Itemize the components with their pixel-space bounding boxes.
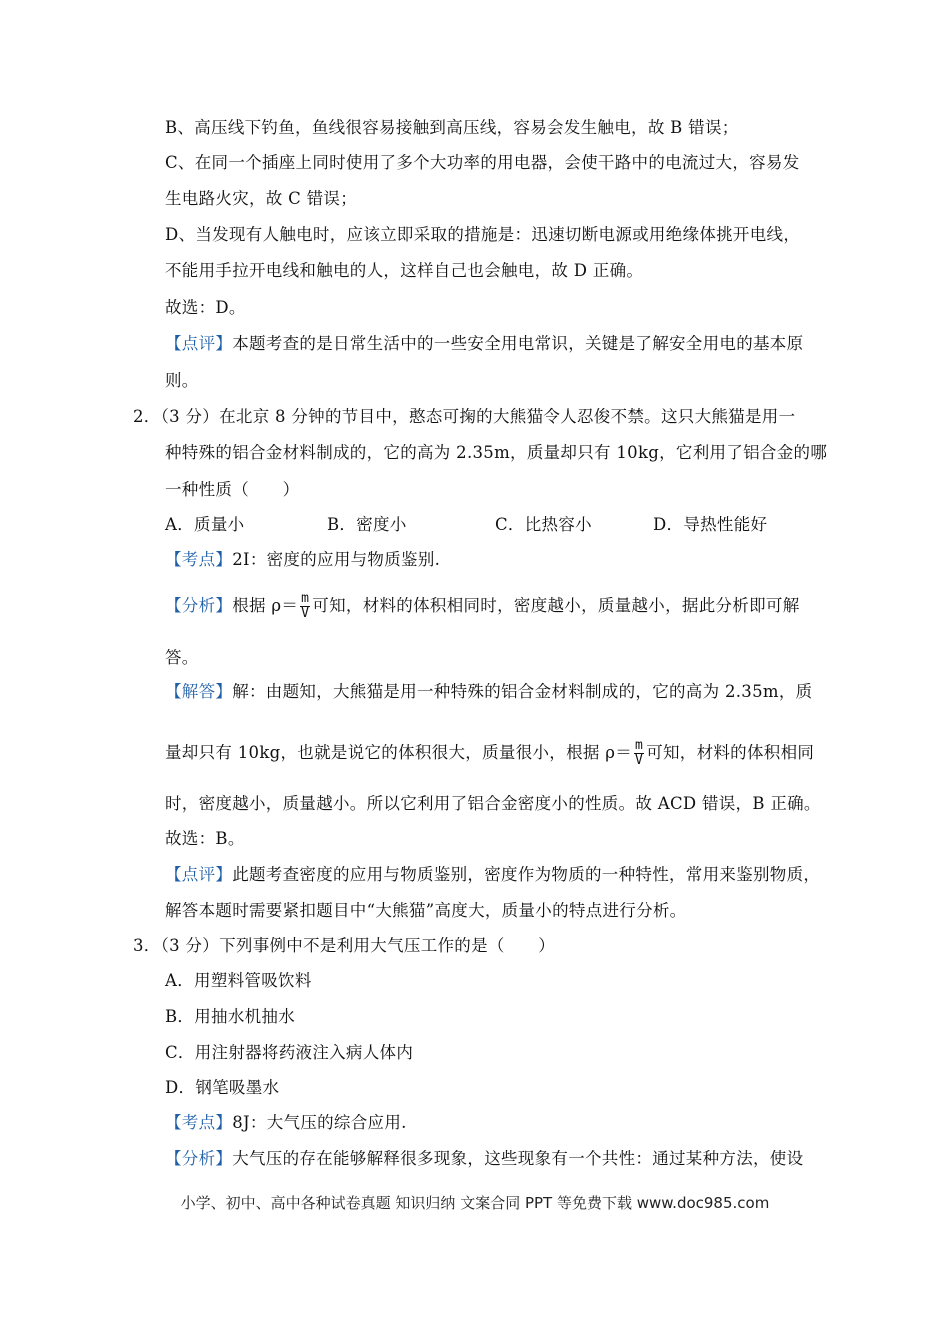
page-footer: 小学、初中、高中各种试卷真题 知识归纳 文案合同 PPT 等免费下载 www.doc985.com (180, 1194, 770, 1212)
fenxi-text: 大气压的存在能够解释很多现象，这些现象有一个共性：通过某种方法，使设 (232, 1149, 804, 1168)
q2-stem: 2．（3 分）在北京 8 分钟的节目中，憨态可掬的大熊猫令人忍俊不禁。这只大熊猫是用一 (133, 407, 796, 426)
q2-option-b: B．密度小 (327, 515, 407, 534)
kaodian-tag: 【考点】 (165, 1113, 233, 1132)
q2-stem-end: 一种性质（ ） (165, 480, 300, 499)
jieda-text-post: 可知，材料的体积相同 (646, 743, 815, 762)
q1-option-b-explanation: B、高压线下钓鱼，鱼线很容易接触到高压线，容易会发生触电，故 B 错误； (165, 118, 739, 137)
jieda-text: 解：由题知，大熊猫是用一种特殊的铝合金材料制成的，它的高为 2.35m，质 (232, 682, 813, 701)
fraction-numerator: m (301, 591, 310, 606)
comment-text: 此题考查密度的应用与物质鉴别，密度作为物质的一种特性，常用来鉴别物质， (232, 865, 821, 884)
q1-option-c-explanation: C、在同一个插座上同时使用了多个大功率的用电器，会使干路中的电流过大，容易发 (165, 153, 800, 172)
kaodian-tag: 【考点】 (165, 550, 233, 569)
q1-comment-cont: 则。 (165, 371, 199, 390)
q3-option-d: D．钢笔吸墨水 (165, 1078, 280, 1097)
q2-kaodian (165, 549, 440, 571)
kaodian-text: 8J：大气压的综合应用. (232, 1113, 407, 1132)
q2-jieda-end: 时，密度越小，质量越小。所以它利用了铝合金密度小的性质。故 ACD 错误，B 正确。 (165, 794, 821, 813)
density-formula-fraction (634, 740, 644, 767)
fraction-numerator: m (635, 738, 644, 753)
fenxi-text-pre: 根据 ρ＝ (232, 596, 299, 615)
q2-option-a: A．质量小 (165, 515, 245, 534)
q2-option-c: C．比热容小 (495, 515, 592, 534)
q3-option-b: B．用抽水机抽水 (165, 1007, 296, 1026)
q2-fenxi (165, 593, 800, 620)
q3-option-c: C．用注射器将药液注入病人体内 (165, 1043, 414, 1062)
q1-option-d-explanation-cont: 不能用手拉开电线和触电的人，这样自己也会触电，故 D 正确。 (165, 261, 644, 280)
fraction-denominator: V (635, 753, 644, 768)
comment-text: 本题考查的是日常生活中的一些安全用电常识，关键是了解安全用电的基本原 (232, 334, 804, 353)
q2-jieda (165, 681, 812, 703)
jieda-tag: 【解答】 (165, 682, 233, 701)
q2-answer: 故选：B。 (165, 829, 245, 848)
q3-kaodian (165, 1112, 407, 1134)
q2-jieda-cont (165, 740, 814, 767)
q2-comment-cont: 解答本题时需要紧扣题目中“大熊猫”高度大，质量小的特点进行分析。 (165, 901, 687, 920)
q1-answer: 故选：D。 (165, 298, 246, 317)
jieda-text-pre: 量却只有 10kg，也就是说它的体积很大，质量很小，根据 ρ＝ (165, 743, 633, 762)
fraction-denominator: V (301, 606, 310, 621)
q2-comment (165, 864, 820, 886)
fenxi-text-post: 可知，材料的体积相同时，密度越小，质量越小，据此分析即可解 (312, 596, 800, 615)
q2-stem-cont: 种特殊的铝合金材料制成的，它的高为 2.35m，质量却只有 10kg，它利用了铝合金的哪 (165, 443, 828, 462)
q1-option-d-explanation: D、当发现有人触电时，应该立即采取的措施是：迅速切断电源或用绝缘体挑开电线， (165, 225, 801, 244)
comment-tag: 【点评】 (165, 334, 233, 353)
q2-fenxi-cont: 答。 (165, 648, 199, 667)
q3-fenxi (165, 1148, 803, 1170)
fenxi-tag: 【分析】 (165, 1149, 233, 1168)
q2-option-d: D．导热性能好 (653, 515, 768, 534)
q1-comment (165, 333, 803, 355)
q1-option-c-explanation-cont: 生电路火灾，故 C 错误； (165, 189, 358, 208)
q3-option-a: A．用塑料管吸饮料 (165, 971, 312, 990)
kaodian-text: 2I：密度的应用与物质鉴别. (232, 550, 441, 569)
q3-stem: 3．（3 分）下列事例中不是利用大气压工作的是（ ） (133, 936, 556, 955)
fenxi-tag: 【分析】 (165, 596, 233, 615)
density-formula-fraction (300, 593, 310, 620)
comment-tag: 【点评】 (165, 865, 233, 884)
